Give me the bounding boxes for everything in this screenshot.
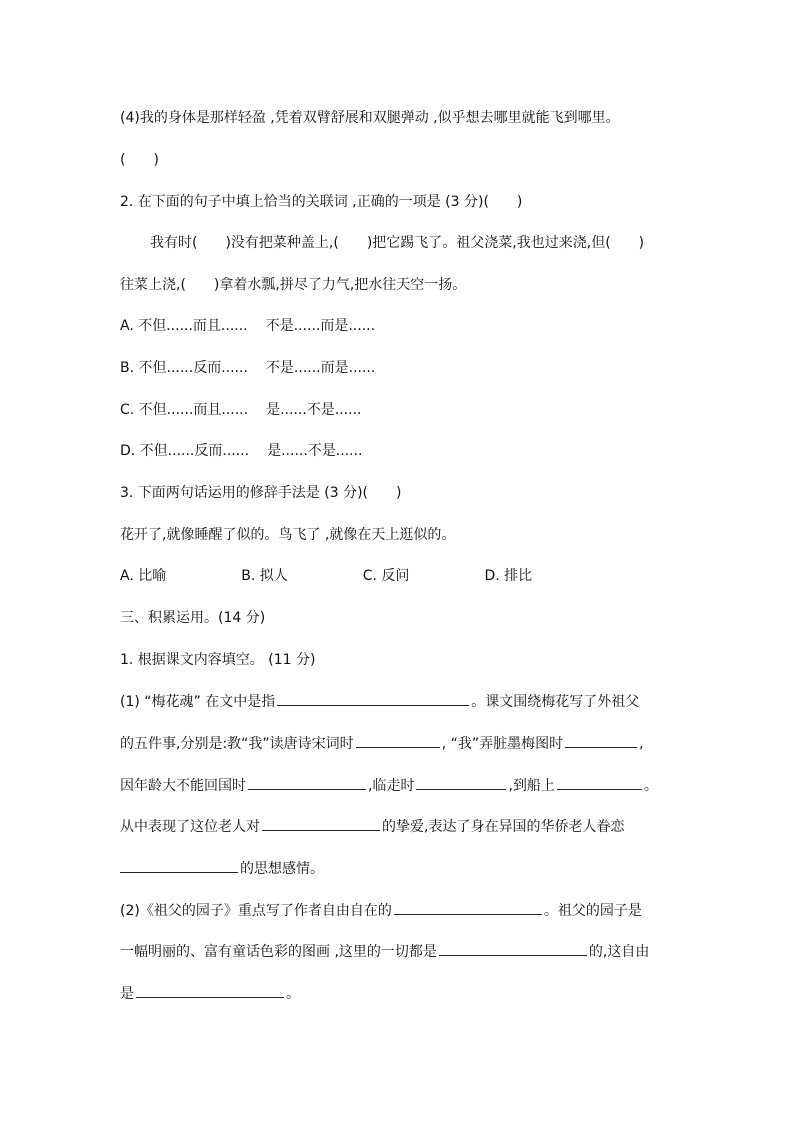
- fill-blank[interactable]: [120, 858, 238, 873]
- option-c: [120, 400, 361, 420]
- fill-text: (2)《祖父的园子》重点写了作者自由自在的: [120, 903, 392, 919]
- section-3-heading: 三、积累运用。(14 分): [120, 610, 266, 626]
- answer-bracket: ( ): [120, 152, 159, 168]
- fill-blank[interactable]: [356, 733, 440, 748]
- fill-line-3: [120, 775, 658, 796]
- question-3-title: 3. 下面两句话运用的修辞手法是 (3 分)( ): [120, 485, 402, 501]
- option-a-part-2: 不是......而是......: [265, 318, 376, 334]
- option-a-part-1: A. 不但......而且......: [120, 318, 248, 334]
- question-2-title: 2. 在下面的句子中填上恰当的关联词 ,正确的一项是 (3 分)( ): [120, 194, 523, 210]
- question-3-sentences: 花开了,就像睡醒了似的。鸟飞了 ,就像在天上逛似的。: [120, 527, 456, 543]
- fill-text: 是: [120, 986, 134, 1002]
- question-3-options: [120, 566, 532, 586]
- option-b: B. 拟人: [241, 568, 288, 584]
- fill-text: , “我”弄脏墨梅图时: [441, 736, 564, 752]
- fill-text: ,临走时: [368, 778, 415, 794]
- fill-blank[interactable]: [565, 733, 637, 748]
- fill-line-7: [120, 941, 649, 962]
- question-4-text: (4)我的身体是那样轻盈 ,凭着双臂舒展和双腿弹动 ,似乎想去哪里就能飞到哪里。: [120, 110, 620, 126]
- fill-text: 的思想感情。: [240, 861, 324, 877]
- fill-line-2: [120, 733, 644, 754]
- fill-text: 的五件事,分别是:教“我”读唐诗宋词时: [120, 736, 354, 752]
- fill-blank[interactable]: [439, 941, 587, 956]
- fill-line-1: [120, 691, 639, 712]
- fill-line-6: [120, 900, 642, 921]
- fill-text: 的,这自由: [588, 944, 650, 960]
- fill-blank[interactable]: [262, 816, 380, 831]
- option-c-part-2: 是......不是......: [266, 402, 362, 418]
- question-2-passage-line-1: 我有时( )没有把菜种盖上,( )把它踢飞了。祖父浇菜,我也过来浇,但( ): [150, 235, 645, 251]
- fill-text: 从中表现了这位老人对: [120, 819, 260, 835]
- fill-text: (1) “梅花魂” 在文中是指: [120, 694, 276, 710]
- fill-line-5: [120, 858, 324, 879]
- fill-blank[interactable]: [136, 983, 284, 998]
- fill-text: 。课文围绕梅花写了外祖父: [471, 694, 640, 710]
- fill-text: 一幅明丽的、富有童话色彩的图画 ,这里的一切都是: [120, 944, 437, 960]
- fill-text: ,: [639, 736, 644, 752]
- fill-blank[interactable]: [416, 775, 506, 790]
- fill-line-8: [120, 983, 300, 1004]
- question-1-title: 1. 根据课文内容填空。 (11 分): [120, 652, 316, 668]
- option-d-part-1: D. 不但......反而......: [120, 443, 250, 459]
- option-b-part-2: 不是......而是......: [265, 360, 376, 376]
- option-d: D. 排比: [484, 568, 533, 584]
- option-c-part-1: C. 不但......而且......: [120, 402, 249, 418]
- fill-text: 。祖父的园子是: [543, 903, 642, 919]
- question-2-passage-line-2: 往菜上浇,( )拿着水瓢,拼尽了力气,把水往天空一扬。: [120, 277, 467, 293]
- option-a: A. 比喻: [120, 568, 167, 584]
- fill-text: 的挚爱,表达了身在异国的华侨老人眷恋: [382, 819, 625, 835]
- fill-blank[interactable]: [277, 691, 469, 706]
- fill-line-4: [120, 816, 624, 837]
- fill-blank[interactable]: [248, 775, 366, 790]
- option-b-part-1: B. 不但......反而......: [120, 360, 248, 376]
- option-b: [120, 358, 375, 378]
- fill-text: 。: [643, 778, 658, 794]
- option-c: C. 反问: [362, 568, 410, 584]
- fill-text: 因年龄大不能回国时: [120, 778, 246, 794]
- fill-blank[interactable]: [394, 900, 542, 915]
- fill-text: 。: [286, 986, 300, 1002]
- option-d: [120, 441, 363, 461]
- option-d-part-2: 是......不是......: [267, 443, 363, 459]
- fill-text: ,到船上: [508, 778, 555, 794]
- option-a: [120, 316, 375, 336]
- fill-blank[interactable]: [557, 775, 642, 790]
